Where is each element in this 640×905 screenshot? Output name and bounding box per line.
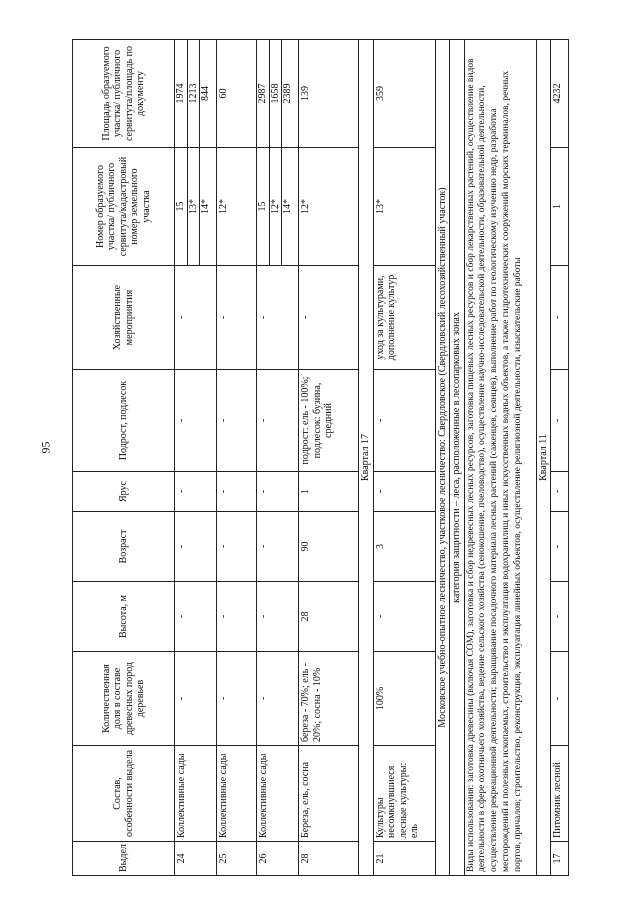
forest-table [72, 39, 569, 876]
cell-nomer [257, 148, 299, 266]
cell-vydel: 24 [175, 842, 217, 876]
cell-meropr: - [217, 266, 257, 370]
cell-nomer: 12* [299, 148, 359, 266]
cell-meropr: - [175, 266, 217, 370]
cell-podrost: - [373, 370, 435, 472]
table-row [257, 40, 299, 876]
header-nomer: Номер образуемого участка/ публичного сервитута/кадастровый номер земельного участка [73, 148, 175, 266]
cell-dolya: - [551, 652, 569, 746]
cell-sostav: Коллективные сады [175, 746, 217, 842]
cell-nomer: 12* [217, 148, 257, 266]
cell-vydel: 17 [551, 842, 569, 876]
cell-yarus: - [217, 472, 257, 512]
cell-vydel: 26 [257, 842, 299, 876]
cell-podrost: - [257, 370, 299, 472]
ploshad-value: 1658 [270, 40, 283, 147]
cell-dolya: - [175, 652, 217, 746]
nomer-value: 13* [188, 148, 201, 265]
cell-vozrast: - [551, 512, 569, 582]
cell-podrost: - [217, 370, 257, 472]
cell-vysota: - [551, 582, 569, 652]
ploshad-value: 1974 [175, 40, 188, 147]
kvartal-17-label: Квартал 17 [359, 40, 374, 876]
header-yarus: Ярус [73, 472, 175, 512]
cell-vysota: - [373, 582, 435, 652]
nomer-value: 15 [175, 148, 188, 265]
cell-nomer: 13* [373, 148, 435, 266]
nomer-value: 14* [282, 199, 293, 214]
cell-nomer: 1 [551, 148, 569, 266]
cell-vysota: - [217, 582, 257, 652]
cell-podrost: подрост: ель - 100%; подлесок: бузина, средний [299, 370, 359, 472]
cell-ploshad: 4232 [551, 40, 569, 148]
forest-table-wrapper [72, 40, 564, 876]
header-ploshad: Площадь образуемого участка/ публичного сервитута/площадь по документу [73, 40, 175, 148]
header-row [73, 40, 175, 876]
table-row [551, 40, 569, 876]
lesnichestvo-row [435, 40, 450, 876]
table-row [175, 40, 217, 876]
cell-yarus: - [257, 472, 299, 512]
cell-yarus: - [373, 472, 435, 512]
cell-vydel: 21 [373, 842, 435, 876]
cell-sostav: Коллективные сады [257, 746, 299, 842]
cell-vozrast: - [257, 512, 299, 582]
kvartal-row [359, 40, 374, 876]
cell-vysota: - [175, 582, 217, 652]
ploshad-value: 1213 [188, 40, 201, 147]
nomer-value: 14* [200, 199, 211, 214]
table-row [299, 40, 359, 876]
kvartal-row [536, 40, 551, 876]
cell-dolya: - [257, 652, 299, 746]
cell-vozrast: - [217, 512, 257, 582]
cell-dolya: береза - 70%; ель - 20%; сосна - 10% [299, 652, 359, 746]
lesnichestvo-label: Московское учебно-опытное лесничество, участковое лесничество: Свердловское (Свердловский лесохозяйственный участок) [435, 40, 450, 876]
cell-vysota: - [257, 582, 299, 652]
header-vydel: Выдел [73, 842, 175, 876]
cell-ploshad [257, 40, 299, 148]
header-sostav: Состав, особенности выдела [73, 746, 175, 842]
cell-sostav: Культуры несомкнувшиеся лесные культуры: ель [373, 746, 435, 842]
ploshad-value: 844 [200, 86, 211, 101]
cell-podrost: - [175, 370, 217, 472]
cell-vydel: 25 [217, 842, 257, 876]
cell-vysota: 28 [299, 582, 359, 652]
cell-sostav: Береза, ель, сосна [299, 746, 359, 842]
cell-ploshad [175, 40, 217, 148]
header-podrost: Подрост, подлесок [73, 370, 175, 472]
header-vozrast: Возраст [73, 512, 175, 582]
ploshad-value: 2987 [257, 40, 270, 147]
header-meropr: Хозяйственные мероприятия [73, 266, 175, 370]
cell-ploshad: 60 [217, 40, 257, 148]
table-row [373, 40, 435, 876]
cell-nomer [175, 148, 217, 266]
kategoriya-label: категория защитности – леса, расположенные в лесопарковых зонах [450, 40, 465, 876]
cell-vydel: 28 [299, 842, 359, 876]
cell-vozrast: - [175, 512, 217, 582]
cell-meropr: уход за культурами, дополнение культур [373, 266, 435, 370]
nomer-value: 12* [270, 148, 283, 265]
cell-yarus: 1 [299, 472, 359, 512]
cell-dolya: 100% [373, 652, 435, 746]
page-number: 95 [38, 441, 53, 454]
cell-meropr: - [299, 266, 359, 370]
cell-yarus: - [551, 472, 569, 512]
vidy-row [464, 40, 536, 876]
cell-vozrast: 90 [299, 512, 359, 582]
cell-podrost: - [551, 370, 569, 472]
cell-sostav: Питомник лесной [551, 746, 569, 842]
cell-ploshad: 359 [373, 40, 435, 148]
kvartal-11-label: Квартал 11 [536, 40, 551, 876]
table-row [217, 40, 257, 876]
cell-vozrast: 3 [373, 512, 435, 582]
ploshad-value: 2389 [282, 83, 293, 104]
cell-yarus: - [175, 472, 217, 512]
cell-meropr: - [551, 266, 569, 370]
header-dolya: Количественная доля в составе древесных пород деревьев [73, 652, 175, 746]
rotated-page [72, 40, 564, 876]
header-vysota: Высота, м [73, 582, 175, 652]
kategoriya-row [450, 40, 465, 876]
vidy-ispolzovaniya: Виды использования: заготовка древесины (включая СОМ), заготовка и сбор недревесных лесных ресурсов, заготовка пищевых лесных ресурсов и сбор лекарственных растений, осуществление видов деятельности в сфере охотничьего хозяйства, ведение сельского хозяйства (сенокошение, пчеловодство), осуществление научно-исследовательской деятельности, образовательной деятельности, осуществление рекреационной деятельности; выращивание посадочного материала лесных растений (саженцев, сеянцев), выполнение работ по геологическому изучению недр, разработка месторождений и полезных ископаемых, строительство и эксплуатация водохранилищ и иных искусственных водных объектов, а также гидротехнических сооружений морских терминалов, речных портов, причалов; строительство, реконструкция, эксплуатация линейных объектов, осуществление религиозной деятельности, изыскательские работы [464, 40, 536, 876]
cell-dolya: - [217, 652, 257, 746]
nomer-value: 15 [257, 148, 270, 265]
cell-meropr: - [257, 266, 299, 370]
cell-sostav: Коллективные сады [217, 746, 257, 842]
cell-ploshad: 139 [299, 40, 359, 148]
